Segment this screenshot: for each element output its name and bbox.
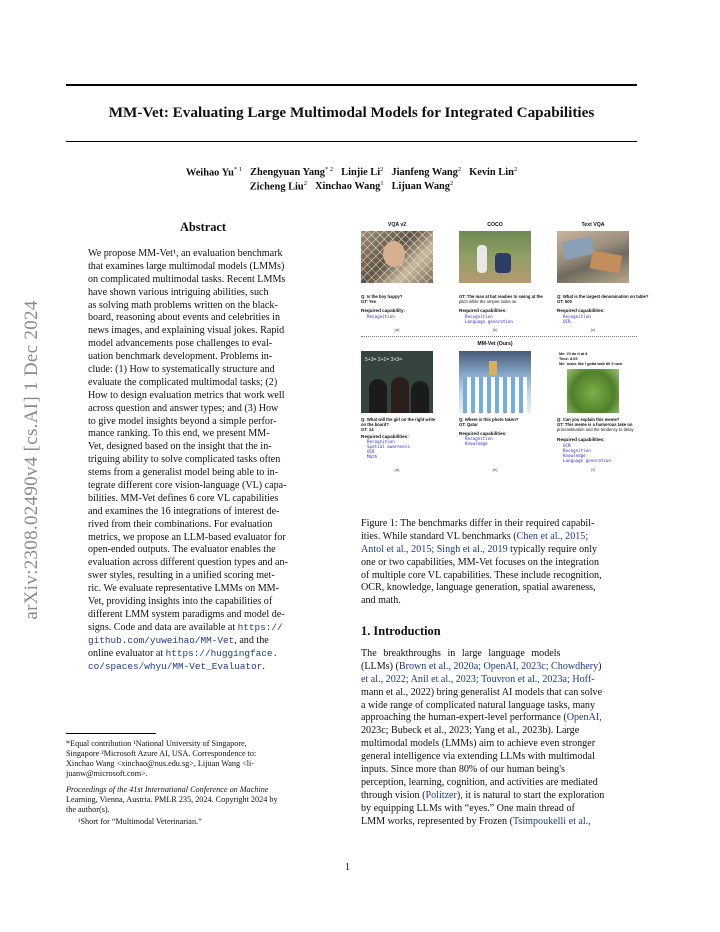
- abstract-text: .: [262, 660, 265, 672]
- abstract-line: rived from their combinations. For evaluation: [88, 518, 273, 530]
- caption-line: [361, 531, 637, 544]
- header-vqa: VQA v2: [387, 222, 407, 228]
- intro-line: inputs. Since more than 80% of our human being's: [361, 764, 565, 776]
- footnote-line: Proceedings of the 41st International Conference on Machine: [66, 785, 269, 794]
- footnote-rule: [66, 733, 156, 734]
- evaluator-link[interactable]: https://huggingface.: [165, 647, 279, 659]
- caption-line: [361, 544, 637, 557]
- header-textvqa: Text VQA: [581, 222, 605, 228]
- board-equations: 5+3= 2+1= 3×3=: [365, 357, 402, 363]
- label-a: (a): [394, 327, 400, 332]
- mmvet-e-required: Required capabilities:: [459, 431, 507, 436]
- abstract-line: uation benchmark development. Problems in-: [88, 351, 273, 363]
- title-rule-top: [66, 84, 637, 86]
- page-number: 1: [345, 862, 350, 873]
- mmvet-f-cap: Recognition: [563, 448, 591, 453]
- author-name: Xinchao Wang: [314, 181, 381, 193]
- mmvet-e-gt: GT: Qatar: [459, 422, 478, 427]
- abstract-text: online evaluator at: [88, 647, 166, 659]
- label-f: (f): [591, 467, 595, 472]
- author-affiliation-mark: * 2: [325, 166, 334, 173]
- textvqa-question: Q: What is the largest denomination on table?: [557, 294, 649, 299]
- mmvet-f-gt-2: procrastination and the tendency to delay: [557, 427, 634, 432]
- intro-line: multimodal models (LMMs) aim to achieve even stronger: [361, 738, 596, 750]
- photo-baseball: [459, 231, 531, 283]
- intro-line: a wide range of complicated natural language tasks, many: [361, 699, 596, 711]
- intro-text: (LLMs) (: [361, 660, 399, 672]
- title-rule-bottom: [66, 141, 637, 142]
- intro-line: mann et al., 2022) bring generalist AI models that can solve: [361, 686, 603, 698]
- abstract-line: [88, 622, 320, 635]
- abstract-line: bilities. MM-Vet defines 6 core VL capabilities: [88, 492, 279, 504]
- author-line-2: [66, 180, 637, 192]
- caption-line: one or two capabilities, MM-Vet focuses on the integration: [361, 556, 599, 568]
- abstract-heading: Abstract: [179, 220, 227, 234]
- intro-line[interactable]: et al., 2022; Anil et al., 2023; Touvron et al., 2023a; Hoff-: [361, 673, 595, 685]
- caption-line: Figure 1: The benchmarks differ in their required capabil-: [361, 518, 595, 529]
- mmvet-f-cap: OCR: [563, 443, 571, 448]
- photo-blackboard: [361, 351, 433, 413]
- figure-1: [361, 218, 649, 480]
- vqa-gt: GT: Yes: [361, 299, 377, 304]
- caption-text: typically require only: [507, 543, 598, 555]
- abstract-line: [88, 661, 320, 674]
- meme-line: Me: I'll do it at 8: [559, 352, 588, 356]
- code-link[interactable]: github.com/yuweihao/MM-Vet: [88, 634, 235, 646]
- intro-line: [361, 790, 637, 803]
- author-name: Kevin Lin: [469, 167, 514, 179]
- citation-link[interactable]: Tsimpoukelli et al.,: [512, 815, 591, 827]
- mmvet-e-cap: Knowledge: [465, 441, 488, 446]
- textvqa-cap-recognition: Recognition: [563, 314, 591, 319]
- citation-link[interactable]: OpenAI,: [566, 712, 602, 724]
- mmvet-d-cap: Recognition: [367, 439, 395, 444]
- abstract-line: that examines large multimodal models (LMMs): [88, 260, 285, 272]
- mmvet-f-cap: Knowledge: [563, 453, 586, 458]
- mmvet-d-question-2: on the board?: [361, 422, 389, 427]
- intro-text: ): [598, 660, 602, 672]
- mmvet-e-question: Q: Where is this photo taken?: [459, 417, 519, 422]
- mmvet-e-cap: Recognition: [465, 436, 493, 441]
- abstract-line: swer styles, resulting in a unified scoring met-: [88, 570, 275, 582]
- label-b: (b): [492, 327, 498, 332]
- abstract-line: tegrate different core vision-language (VL) capa-: [88, 480, 287, 492]
- footnote-line: juanw@microsoft.com>.: [66, 769, 148, 778]
- intro-line: [361, 712, 637, 725]
- figure-divider: [361, 336, 637, 337]
- arxiv-stamp-text: arXiv:2308.02490v4 [cs.AI] 1 Dec 2024: [21, 300, 42, 620]
- abstract-line: on complicated multimodal tasks. Recent LMMs: [88, 273, 286, 285]
- intro-line: by equipping LLMs with “eyes.” One main thread of: [361, 802, 575, 814]
- abstract-line: Vet, providing insights into the capabilities of: [88, 596, 273, 608]
- abstract-body: [88, 248, 320, 673]
- citation-link[interactable]: Brown et al., 2020a; OpenAI, 2023c; Chowdhery: [398, 660, 599, 672]
- abstract-line: ric. We evaluate representative LMMs on MM-: [88, 583, 280, 595]
- photo-meme: [557, 351, 629, 413]
- abstract-line: to give model insights beyond a simple perfor-: [88, 415, 277, 427]
- label-c: (c): [590, 327, 596, 332]
- footnote-line: the author(s).: [66, 805, 110, 814]
- footnote-line: Singapore ²Microsoft Azure AI, USA. Correspondence to:: [66, 749, 257, 758]
- textvqa-gt: GT: 500: [557, 299, 572, 304]
- author-affiliation-mark: 1: [380, 180, 384, 187]
- author-name: Jianfeng Wang: [391, 167, 458, 179]
- mmvet-d-question: Q: What will the girl on the right write: [361, 417, 436, 422]
- author-name: Zicheng Liu: [249, 181, 304, 193]
- intro-text: ), it is natural to start the exploration: [456, 789, 605, 801]
- intro-line: [361, 661, 637, 674]
- author-name: Zhengyuan Yang: [250, 167, 326, 179]
- author-name: Linjie Li: [341, 167, 381, 179]
- author-name: Weihao Yu: [185, 167, 234, 179]
- paper-title: MM-Vet: Evaluating Large Multimodal Models for Integrated Capabilities: [108, 104, 595, 121]
- mmvet-d-required: Required capabilities:: [361, 434, 409, 439]
- code-link[interactable]: https://: [237, 621, 283, 633]
- intro-line: 2023c; Bubeck et al., 2023; Yang et al., 2023b). Large: [361, 725, 580, 737]
- header-mmvet: MM-Vet (Ours): [477, 341, 513, 347]
- header-coco: COCO: [487, 222, 503, 228]
- abstract-line: clude: (1) How to systematically structure and: [88, 364, 275, 376]
- textvqa-required: Required capabilities:: [557, 308, 605, 313]
- coco-cap-langgen: Language generation: [465, 319, 513, 324]
- footnote-affiliations: [66, 739, 336, 779]
- mmvet-d-cap: Spatial awareness: [367, 444, 410, 449]
- author-affiliation-mark: 2: [457, 166, 462, 173]
- mmvet-f-gt: GT: This meme is a humorous take on: [557, 422, 633, 427]
- textvqa-cap-ocr: OCR: [563, 319, 571, 324]
- abstract-line: evaluate the complicated multimodal tasks; (2): [88, 376, 278, 388]
- abstract-line: How to design evaluation metrics that work well: [88, 389, 285, 401]
- mmvet-d-cap: Math: [367, 454, 378, 459]
- label-d: (d): [394, 467, 400, 472]
- photo-argentina: [459, 351, 531, 413]
- abstract-line: different LMM system paradigms and model de-: [88, 608, 285, 620]
- mmvet-d-cap: OCR: [367, 449, 375, 454]
- abstract-line: board, reasoning about events and celebrities in: [88, 312, 280, 324]
- intro-line: perception, learning, cognition, and activities are mediated: [361, 776, 598, 788]
- abstract-line: metrics, we propose an LLM-based evaluator for: [88, 531, 286, 543]
- mmvet-f-cap: Language generation: [563, 458, 611, 463]
- abstract-text: , and the: [234, 634, 269, 646]
- abstract-line: Vet, designed based on the insight that the in-: [88, 441, 272, 453]
- mmvet-f-question: Q: Can you explain this meme?: [557, 417, 620, 422]
- figure-caption: [361, 518, 637, 608]
- footnote-line: Xinchao Wang <xinchao@nus.edu.sg>, Lijuan Wang <li-: [66, 759, 255, 768]
- abstract-line: We propose MM-Vet¹, an evaluation benchmark: [88, 248, 283, 259]
- coco-caption-1: GT: The man at bat readies to swing at the: [459, 294, 543, 299]
- citation-link[interactable]: Antol et al., 2015; Singh et al., 2019: [361, 543, 508, 555]
- abstract-line: as solving math problems written on the black-: [88, 299, 278, 311]
- intro-line: general intelligence via extending LLMs with multimodal: [361, 751, 595, 763]
- abstract-line: across question and answer types; and (3) How: [88, 402, 279, 414]
- abstract-line: [88, 635, 320, 648]
- abstract-line: triguing ability to solve complicated tasks often: [88, 454, 281, 466]
- author-affiliation-mark: 2: [380, 166, 384, 173]
- vqa-cap-recognition: Recognition: [367, 314, 395, 319]
- footnote-short: ¹Short for “Multimodal Veterinarian.”: [78, 817, 202, 826]
- mmvet-d-gt: GT: 14: [361, 427, 374, 432]
- intro-text: through vision (: [361, 789, 426, 801]
- abstract-line: stems from a generalist model being able to in-: [88, 467, 279, 479]
- vqa-question: Q: Is the boy happy?: [361, 294, 403, 299]
- intro-heading: 1. Introduction: [361, 624, 441, 638]
- mmvet-f-required: Required capabilities:: [557, 437, 605, 442]
- author-affiliation-mark: 2: [450, 180, 454, 187]
- abstract-line: evaluation across different question types and an-: [88, 557, 288, 569]
- photo-money: [557, 231, 629, 283]
- intro-text: LMM works, represented by Frozen (: [361, 815, 513, 827]
- intro-text: approaching the human-expert-level performance (: [361, 712, 567, 724]
- photo-boy-net: [361, 231, 433, 283]
- intro-body: [361, 648, 637, 828]
- abstract-line: mance ranking. To this end, we present MM-: [88, 428, 270, 440]
- meme-line: Time: 8.05: [559, 357, 578, 361]
- intro-line: [361, 816, 637, 829]
- citation-link[interactable]: Chen et al., 2015;: [516, 530, 589, 542]
- caption-text: ities. While standard VL benchmarks (: [361, 530, 517, 542]
- footnote-line: Learning, Vienna, Austria. PMLR 235, 2024. Copyright 2024 by: [66, 795, 278, 804]
- footnote-proceedings: [66, 785, 336, 815]
- caption-line: of multiple core VL capabilities. These include recognition,: [361, 569, 602, 581]
- abstract-line: news images, and explaining visual jokes. Rapid: [88, 325, 285, 337]
- caption-line: and math.: [361, 595, 401, 607]
- meme-line: Me: looks like I gotta wait till 9 now: [559, 362, 623, 366]
- author-name: Lijuan Wang: [391, 181, 451, 193]
- author-affiliation-mark: 2: [513, 166, 518, 173]
- abstract-line: have shown various intriguing abilities, such: [88, 286, 269, 298]
- author-affiliation-mark: * 1: [233, 166, 243, 173]
- abstract-text: signs. Code and data are available at: [88, 621, 238, 633]
- coco-required: Required capabilities:: [459, 308, 507, 313]
- footnote-line: *Equal contribution ¹National University of Singapore,: [66, 739, 247, 748]
- coco-cap-recognition: Recognition: [465, 314, 493, 319]
- caption-line: OCR, knowledge, language generation, spatial awareness,: [361, 582, 596, 594]
- abstract-line: model advancements pose challenges to eval-: [88, 338, 273, 350]
- intro-line: The breakthroughs in large language models: [361, 648, 561, 659]
- author-affiliation-mark: 2: [303, 180, 307, 187]
- abstract-line: [88, 648, 320, 661]
- citation-link[interactable]: Politzer: [425, 789, 457, 801]
- author-line-1: [66, 166, 637, 178]
- vqa-required: Required capability:: [361, 308, 405, 313]
- coco-caption-2: pitch while the umpire looks on.: [459, 299, 518, 304]
- abstract-line: open-ended outputs. The evaluator enables the: [88, 544, 276, 556]
- evaluator-link[interactable]: co/spaces/whyu/MM-Vet_Evaluator: [88, 660, 263, 672]
- label-e: (e): [492, 467, 498, 472]
- abstract-line: and examines the 16 integrations of interest de-: [88, 505, 280, 517]
